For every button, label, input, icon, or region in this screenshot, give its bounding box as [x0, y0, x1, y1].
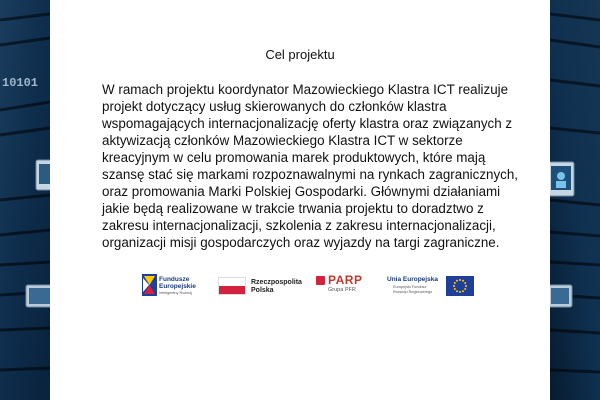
description-line: jakie będą realizowane w trakcie trwania projektu to doradztwo z: [102, 201, 484, 216]
parp-mark-icon: [316, 276, 325, 285]
fundusze-europejskie-logo: [142, 271, 212, 301]
unia-europejska-logo: [387, 271, 482, 301]
rp-line2: Polska: [251, 287, 274, 294]
description-line: zakresu internacjonalizacji, szkolenia z zakresu internacjonalizacji,: [102, 218, 496, 233]
description-line: organizacji misji gospodarczych oraz wyjazdy na targi zagraniczne.: [102, 235, 500, 250]
description-line: oraz promowania Marki Polskiej Gospodarki. Głównymi działaniami: [102, 184, 501, 199]
ue-line2: Europejski Fundusz: [393, 285, 427, 289]
description-line: W ramach projektu koordynator Mazowieckiego Klastra ICT realizuje: [102, 82, 509, 97]
binary-text: 10101: [2, 76, 39, 90]
poland-flag-icon: [218, 277, 246, 295]
parp-sub: Grupa PFR: [328, 287, 356, 293]
ue-line3: Rozwoju Regionalnego: [393, 290, 433, 294]
description-line: aktywizacją członków Mazowieckiego Klastra ICT w sektorze: [102, 133, 463, 148]
page-title: Cel projektu: [265, 47, 335, 62]
fundusze-line1: Fundusze: [159, 276, 190, 283]
logo-strip: [142, 271, 482, 301]
right-monitor-icon: [548, 162, 574, 196]
description-line: szansę stać się markami rozpoznawalnymi na rynkach zagranicznych,: [102, 167, 519, 182]
description-line: kreacyjnym w celu promowania marek produktowych, które mają: [102, 150, 486, 165]
fundusze-line2: Europejskie: [159, 283, 196, 290]
fundusze-star-icon: [142, 274, 157, 296]
parp-logo: [314, 271, 384, 301]
rp-line1: Rzeczpospolita: [251, 279, 302, 286]
fundusze-line3: Inteligentny Rozwój: [159, 291, 192, 295]
rzeczpospolita-polska-logo: [218, 271, 308, 301]
description-line: wspomagających internacjonalizację oferty klastra oraz związanych z: [102, 116, 513, 131]
project-description: [102, 81, 532, 251]
parp-name: PARP: [328, 273, 363, 287]
description-line: projekt dotyczący usług skierowanych do członków klastra: [102, 99, 447, 114]
eu-flag-icon: [446, 276, 474, 296]
ue-line1: Unia Europejska: [387, 276, 438, 283]
content-panel: [50, 0, 550, 400]
right-laptop-icon: [548, 285, 572, 307]
